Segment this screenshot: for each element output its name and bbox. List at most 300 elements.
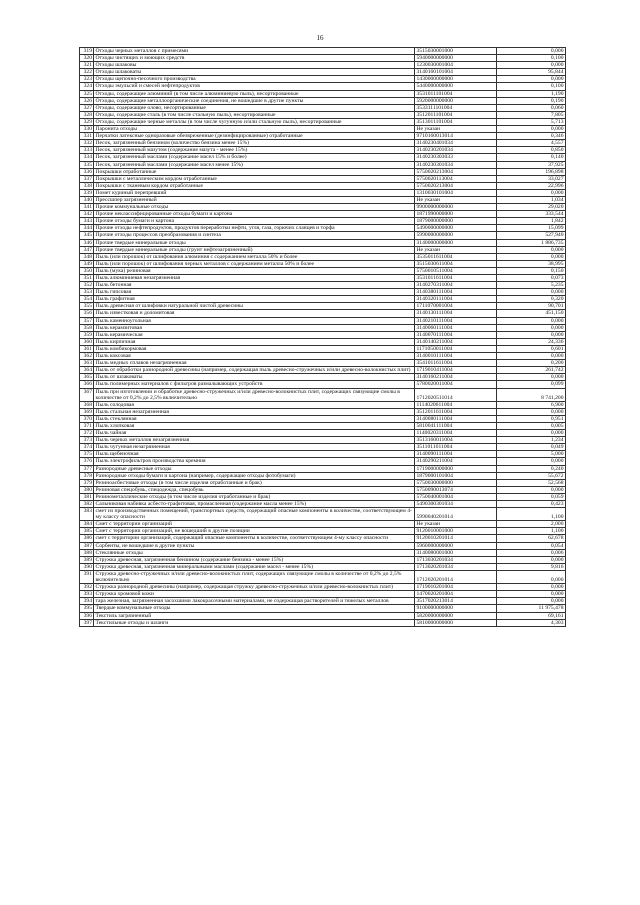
waste-name: Отходы, содержащие черные металлы (в том числе чугунную и/или стальную пыль), несортированные — [94, 118, 415, 125]
waste-code: 1719010201004 — [415, 584, 497, 591]
waste-name: Прессшпер загрязненный — [94, 196, 415, 203]
waste-name: Резинометаллические отходы (в том числе изделия отработанные и брак) — [94, 493, 415, 500]
row-number: 366 — [80, 381, 94, 388]
row-number: 331 — [80, 133, 94, 140]
waste-code: 5920000000000 — [415, 97, 497, 104]
waste-code: 5820000000000 — [415, 612, 497, 619]
waste-amount: 0,049 — [497, 444, 566, 451]
waste-name: Пыль керамическая — [94, 331, 415, 338]
waste-code: 1712020511014 — [415, 388, 497, 401]
table-row — [80, 126, 566, 133]
row-number: 393 — [80, 591, 94, 598]
waste-name: Прочие твердые минеральные отходы — [94, 239, 415, 246]
waste-amount: 0,000 — [497, 408, 566, 415]
waste-amount: 24,336 — [497, 338, 566, 345]
waste-code: 3140140211004 — [415, 338, 497, 345]
table-row — [80, 289, 566, 296]
table-row — [80, 111, 566, 118]
row-number: 329 — [80, 118, 94, 125]
row-number: 349 — [80, 260, 94, 267]
waste-amount: 95,844 — [497, 69, 566, 76]
row-number: 328 — [80, 111, 94, 118]
table-row — [80, 353, 566, 360]
table-row — [80, 211, 566, 218]
waste-code: 3140230201034 — [415, 147, 497, 154]
waste-name: Отходы эмульсий и смесей нефтепродуктов — [94, 83, 415, 90]
table-row — [80, 296, 566, 303]
waste-code: 1879000101004 — [415, 472, 497, 479]
waste-amount: 333,544 — [497, 211, 566, 218]
table-row — [80, 253, 566, 260]
waste-amount: 1,100 — [497, 528, 566, 535]
row-number: 384 — [80, 521, 94, 528]
row-number: 352 — [80, 282, 94, 289]
table-row — [80, 303, 566, 310]
waste-amount: 1,842 — [497, 218, 566, 225]
row-number: 396 — [80, 612, 94, 619]
row-number: 394 — [80, 598, 94, 605]
table-row — [80, 69, 566, 76]
waste-code: Не указан — [415, 126, 497, 133]
row-number: 369 — [80, 408, 94, 415]
row-number: 365 — [80, 374, 94, 381]
table-row — [80, 360, 566, 367]
waste-amount: 0,000 — [497, 570, 566, 583]
waste-name: Пыль кирпичная — [94, 338, 415, 345]
waste-code: 3140060111004 — [415, 324, 497, 331]
waste-name: Отходы шлаковы — [94, 62, 415, 69]
waste-name: Прочие коммунальные отходы — [94, 204, 415, 211]
waste-name: Стружка разнородной древесины (например, содержащая стружку древесно-стружечных и/или древесно-волокнистых плит) — [94, 584, 415, 591]
waste-name: Сальниковая набивка асбесто-графитовая, промасленная (содержание масла менее 15%) — [94, 501, 415, 508]
row-number: 347 — [80, 246, 94, 253]
waste-name: Текстильные отходы и шланги — [94, 619, 415, 626]
table-row — [80, 161, 566, 168]
waste-code: 3140320111004 — [415, 296, 497, 303]
row-number: 351 — [80, 275, 94, 282]
waste-code: 3541011611004 — [415, 360, 497, 367]
waste-amount: 0,000 — [497, 289, 566, 296]
waste-amount: 0,951 — [497, 415, 566, 422]
row-number: 363 — [80, 360, 94, 367]
row-number: 345 — [80, 232, 94, 239]
waste-code: 3140000000000 — [415, 239, 497, 246]
waste-amount: 55,672 — [497, 472, 566, 479]
waste-code: 1310030101004 — [415, 189, 497, 196]
waste-name: Пыль (или порошок) от шлифования черных металлов с содержанием металла 50% и более — [94, 260, 415, 267]
table-row — [80, 408, 566, 415]
table-row — [80, 83, 566, 90]
waste-name: Пыль хлопковая — [94, 422, 415, 429]
waste-code: 1713030201034 — [415, 556, 497, 563]
waste-amount: 0,423 — [497, 501, 566, 508]
waste-amount: 0,000 — [497, 62, 566, 69]
waste-amount: 29,020 — [497, 204, 566, 211]
waste-amount: 1,034 — [497, 196, 566, 203]
waste-amount: 90,701 — [497, 303, 566, 310]
waste-code: 1712020201014 — [415, 570, 497, 583]
waste-name: Смет с территории организаций — [94, 521, 415, 528]
waste-amount: 15,099 — [497, 225, 566, 232]
table-row — [80, 55, 566, 62]
waste-name: Пыль при изготовлении и обработке древесно-стружечных и/или древесно-волокнистых плит, содержащих связующие смолы в количестве от 0,2% до 2,5% включительно — [94, 388, 415, 401]
waste-amount: 62,678 — [497, 535, 566, 542]
waste-code: 1230030001004 — [415, 62, 497, 69]
table-row — [80, 508, 566, 521]
waste-amount: 8 741,200 — [497, 388, 566, 401]
row-number: 374 — [80, 444, 94, 451]
waste-name: Пыль древесная от шлифовки натуральной чистой древесины — [94, 303, 415, 310]
waste-code: 3140230303033 — [415, 154, 497, 161]
row-number: 397 — [80, 619, 94, 626]
waste-name: Пыль стальная незагрязненная — [94, 408, 415, 415]
waste-name: смет из производственных помещений, транспортных средств, содержащий опасные компоненты в количестве, соответствующем 4-му классу опасности — [94, 508, 415, 521]
waste-name: Прочие отходы бумаги и картона — [94, 218, 415, 225]
waste-name: Отходы, содержащие олово, несортированные — [94, 104, 415, 111]
table-row — [80, 521, 566, 528]
table-row — [80, 493, 566, 500]
waste-name: Пыль чугунная незагрязненная — [94, 444, 415, 451]
waste-amount: 0,000 — [497, 48, 566, 55]
waste-table-body — [80, 48, 566, 627]
table-row — [80, 154, 566, 161]
waste-name: смет с территории организаций, содержащий опасные компоненты в количестве, соответствующем 4-му классу опасности — [94, 535, 415, 542]
waste-amount: 5,000 — [497, 451, 566, 458]
waste-amount: 4,303 — [497, 619, 566, 626]
row-number: 346 — [80, 239, 94, 246]
row-number: 323 — [80, 76, 94, 83]
row-number: 395 — [80, 605, 94, 612]
waste-amount: 0,054 — [497, 542, 566, 549]
row-number: 372 — [80, 430, 94, 437]
waste-code: 3140230401034 — [415, 140, 497, 147]
waste-amount: 0,320 — [497, 296, 566, 303]
waste-code: 3513011101004 — [415, 118, 497, 125]
row-number: 342 — [80, 211, 94, 218]
row-number: 385 — [80, 528, 94, 535]
waste-amount: 5,235 — [497, 282, 566, 289]
table-row — [80, 598, 566, 605]
table-row — [80, 76, 566, 83]
waste-code: 5750020113004 — [415, 175, 497, 182]
table-row — [80, 147, 566, 154]
waste-code: 3140290211004 — [415, 458, 497, 465]
waste-name: Отходы, содержащие алюминий (в том числе алюминиевую пыль), несортированные — [94, 90, 415, 97]
waste-name: Помет куриный перепревший — [94, 189, 415, 196]
waste-code: 1470020201004 — [415, 591, 497, 598]
waste-amount: 9,816 — [497, 563, 566, 570]
waste-name: Пыль графитная — [94, 296, 415, 303]
table-row — [80, 140, 566, 147]
waste-amount: 69,161 — [497, 612, 566, 619]
waste-code: 5750090013074 — [415, 486, 497, 493]
waste-amount: 11 975,478 — [497, 605, 566, 612]
waste-amount: 0,000 — [497, 430, 566, 437]
row-number: 339 — [80, 189, 94, 196]
table-row — [80, 225, 566, 232]
waste-amount: 0,000 — [497, 246, 566, 253]
waste-name: Стружка хромовой кожи — [94, 591, 415, 598]
table-row — [80, 232, 566, 239]
row-number: 333 — [80, 147, 94, 154]
table-row — [80, 331, 566, 338]
row-number: 357 — [80, 317, 94, 324]
table-row — [80, 282, 566, 289]
waste-amount: 0,000 — [497, 591, 566, 598]
waste-name: Пыль стеклянная — [94, 415, 415, 422]
table-row — [80, 90, 566, 97]
waste-amount: 1 886,735 — [497, 239, 566, 246]
waste-amount: 0,000 — [497, 598, 566, 605]
table-row — [80, 542, 566, 549]
table-row — [80, 317, 566, 324]
waste-code: 3531011101004 — [415, 90, 497, 97]
waste-code: 1140020311004 — [415, 430, 497, 437]
waste-code: 3535011611004 — [415, 253, 497, 260]
waste-name: Пыль полимерных материалов с фильтров размалывающих устройств — [94, 381, 415, 388]
table-row — [80, 338, 566, 345]
row-number: 341 — [80, 204, 94, 211]
waste-code: 5810000000000 — [415, 619, 497, 626]
waste-amount: 0,000 — [497, 353, 566, 360]
waste-code: 5750020213004 — [415, 182, 497, 189]
table-row — [80, 381, 566, 388]
waste-amount: 0,000 — [497, 584, 566, 591]
table-row — [80, 472, 566, 479]
waste-name: тара железная, загрязненная засохшими лакокрасочными материалами, не содержащая растворителей и тяжелых металлов — [94, 598, 415, 605]
row-number: 353 — [80, 289, 94, 296]
waste-code: 3511011611004 — [415, 444, 497, 451]
table-row — [80, 189, 566, 196]
waste-amount: 5,713 — [497, 118, 566, 125]
table-row — [80, 612, 566, 619]
table-row — [80, 563, 566, 570]
waste-name: Пыль керамзитовая — [94, 324, 415, 331]
waste-code: 1719010411004 — [415, 367, 497, 374]
row-number: 380 — [80, 486, 94, 493]
waste-code: 3513160011004 — [415, 437, 497, 444]
waste-name: Стеклянные отходы — [94, 549, 415, 556]
waste-code: 5440000000000 — [415, 83, 497, 90]
row-number: 319 — [80, 48, 94, 55]
waste-amount: 451,150 — [497, 310, 566, 317]
waste-amount: 1,100 — [497, 508, 566, 521]
row-number: 361 — [80, 345, 94, 352]
row-number: 332 — [80, 140, 94, 147]
waste-name: Отходы, содержащие сталь (в том числе стальную пыль), несортированные — [94, 111, 415, 118]
row-number: 325 — [80, 90, 94, 97]
row-number: 371 — [80, 422, 94, 429]
waste-code: Не указан — [415, 246, 497, 253]
waste-code: 5490000000000 — [415, 225, 497, 232]
table-row — [80, 437, 566, 444]
waste-name: Песок, загрязненный мазутом (содержание мазута - менее 15%) — [94, 147, 415, 154]
waste-name: Песок, загрязненный маслами (содержание масел менее 15%) — [94, 161, 415, 168]
waste-code: 1711070001004 — [415, 303, 497, 310]
waste-code: 9710160013014 — [415, 133, 497, 140]
waste-amount: 52,568 — [497, 479, 566, 486]
waste-name: Пыль от шлаковаты — [94, 374, 415, 381]
row-number: 376 — [80, 458, 94, 465]
waste-name: Стружка древесная, загрязненная бензином (содержание бензина - менее 15%) — [94, 556, 415, 563]
table-row — [80, 479, 566, 486]
waste-name: Покрышки с металлическим кордом отработанные — [94, 175, 415, 182]
waste-name: Пыль медных сплавов незагрязненная — [94, 360, 415, 367]
waste-name: Пыль (мука) резиновая — [94, 267, 415, 274]
row-number: 391 — [80, 570, 94, 583]
waste-name: Прочие твердые минеральные отходы (грунт нефтезагрязненный) — [94, 246, 415, 253]
waste-code: 1114020611004 — [415, 401, 497, 408]
waste-code: 5750030000000 — [415, 479, 497, 486]
waste-code: 5750040001004 — [415, 493, 497, 500]
waste-name: Пыль бетонная — [94, 282, 415, 289]
waste-amount: 0,200 — [497, 360, 566, 367]
waste-amount: 0,346 — [497, 133, 566, 140]
row-number: 344 — [80, 225, 94, 232]
waste-amount: 1,234 — [497, 437, 566, 444]
row-number: 379 — [80, 479, 94, 486]
table-row — [80, 549, 566, 556]
row-number: 324 — [80, 83, 94, 90]
waste-amount: 0,000 — [497, 331, 566, 338]
waste-code: 5490300301034 — [415, 501, 497, 508]
waste-name: Текстиль загрязненный — [94, 612, 415, 619]
table-row — [80, 501, 566, 508]
table-row — [80, 133, 566, 140]
row-number: 364 — [80, 367, 94, 374]
waste-name: Отходы черных металлов с примесями — [94, 48, 415, 55]
table-row — [80, 260, 566, 267]
waste-code: 3517020213014 — [415, 598, 497, 605]
row-number: 373 — [80, 437, 94, 444]
waste-amount: 7,805 — [497, 111, 566, 118]
table-row — [80, 486, 566, 493]
table-row — [80, 430, 566, 437]
waste-amount: 0,000 — [497, 126, 566, 133]
waste-amount: 0,000 — [497, 253, 566, 260]
waste-name: Прочие отходы процессов преобразования и синтеза — [94, 232, 415, 239]
waste-name: Пыль черных металлов незагрязненная — [94, 437, 415, 444]
row-number: 356 — [80, 310, 94, 317]
table-row — [80, 556, 566, 563]
table-row — [80, 182, 566, 189]
table-row — [80, 584, 566, 591]
waste-amount: 38,995 — [497, 260, 566, 267]
waste-code: 5750020213004 — [415, 168, 497, 175]
waste-name: Пыль от обработки разнородной древесины (например, содержащая пыль древесно-стружечных и/или древесно-волокнистых плит) — [94, 367, 415, 374]
waste-name: Песок, загрязненный маслами (содержание масел 15% и более) — [94, 154, 415, 161]
waste-amount: 527,940 — [497, 232, 566, 239]
waste-amount: 2,000 — [497, 521, 566, 528]
waste-code: 3140230301034 — [415, 161, 497, 168]
row-number: 381 — [80, 493, 94, 500]
waste-code: 3533111101004 — [415, 104, 497, 111]
waste-amount: 0,000 — [497, 317, 566, 324]
waste-amount: 0,000 — [497, 324, 566, 331]
waste-name: Паронита отходы — [94, 126, 415, 133]
table-row — [80, 570, 566, 583]
waste-name: Стружка древесно-стружечных и/или древесно-волокнистых плит, содержащих связующие смолы в количестве от 0,2% до 2,5% включительно — [94, 570, 415, 583]
waste-amount: 0,100 — [497, 55, 566, 62]
table-row — [80, 118, 566, 125]
waste-name: Песок, загрязненный бензином (количество бензина менее 15%) — [94, 140, 415, 147]
row-number: 335 — [80, 161, 94, 168]
row-number: 392 — [80, 584, 94, 591]
table-row — [80, 246, 566, 253]
row-number: 348 — [80, 253, 94, 260]
row-number: 330 — [80, 126, 94, 133]
table-row — [80, 175, 566, 182]
table-row — [80, 401, 566, 408]
row-number: 375 — [80, 451, 94, 458]
row-number: 359 — [80, 331, 94, 338]
table-row — [80, 535, 566, 542]
waste-name: Прочие отходы нефтепродуктов, продуктов переработки нефти, угля, газа, горючих сланцев и торфа — [94, 225, 415, 232]
row-number: 327 — [80, 104, 94, 111]
waste-code: 3140160101004 — [415, 69, 497, 76]
row-number: 370 — [80, 415, 94, 422]
table-row — [80, 48, 566, 55]
waste-amount: 261,742 — [497, 367, 566, 374]
row-number: 358 — [80, 324, 94, 331]
waste-amount: 196,898 — [497, 168, 566, 175]
waste-code: 5940000000000 — [415, 55, 497, 62]
row-number: 334 — [80, 154, 94, 161]
row-number: 320 — [80, 55, 94, 62]
row-number: 377 — [80, 465, 94, 472]
waste-name: Твердые коммунальные отходы — [94, 605, 415, 612]
waste-code: 5750010511004 — [415, 267, 497, 274]
waste-amount: 0,073 — [497, 275, 566, 282]
row-number: 368 — [80, 401, 94, 408]
waste-amount: 0,150 — [497, 267, 566, 274]
waste-name: Стружка древесная, загрязненная минеральными маслами (содержание масел - менее 15%) — [94, 563, 415, 570]
table-row — [80, 591, 566, 598]
waste-name: Пыль коксовая — [94, 353, 415, 360]
waste-code: 5960000000000 — [415, 542, 497, 549]
table-row — [80, 415, 566, 422]
waste-amount: 0,000 — [497, 556, 566, 563]
waste-code: 5780020011004 — [415, 381, 497, 388]
row-number: 388 — [80, 549, 94, 556]
table-row — [80, 345, 566, 352]
waste-code: 3515030611004 — [415, 260, 497, 267]
waste-code: 3515030001000 — [415, 48, 497, 55]
row-number: 338 — [80, 182, 94, 189]
waste-code: Не указан — [415, 196, 497, 203]
waste-code: 3140380111004 — [415, 289, 497, 296]
waste-name: Разнородные древесные отходы — [94, 465, 415, 472]
waste-code: 1879000000000 — [415, 218, 497, 225]
table-row — [80, 444, 566, 451]
table-row — [80, 465, 566, 472]
waste-code: 3140080111004 — [415, 415, 497, 422]
row-number: 389 — [80, 556, 94, 563]
waste-amount: 1,190 — [497, 90, 566, 97]
waste-amount: 0,850 — [497, 147, 566, 154]
waste-name: Сорбенты, не вошедшие в другие пункты — [94, 542, 415, 549]
waste-name: Отходы щепочно-песочного производства — [94, 76, 415, 83]
row-number: 390 — [80, 563, 94, 570]
row-number: 337 — [80, 175, 94, 182]
waste-code: 3531011611004 — [415, 275, 497, 282]
waste-name: Пыль каменноугольная — [94, 317, 415, 324]
table-row — [80, 204, 566, 211]
row-number: 367 — [80, 388, 94, 401]
waste-name: Пыль известковая и доломитовая — [94, 310, 415, 317]
waste-amount: 0,000 — [497, 458, 566, 465]
waste-name: Покрышки с тканевым кордом отработанные — [94, 182, 415, 189]
